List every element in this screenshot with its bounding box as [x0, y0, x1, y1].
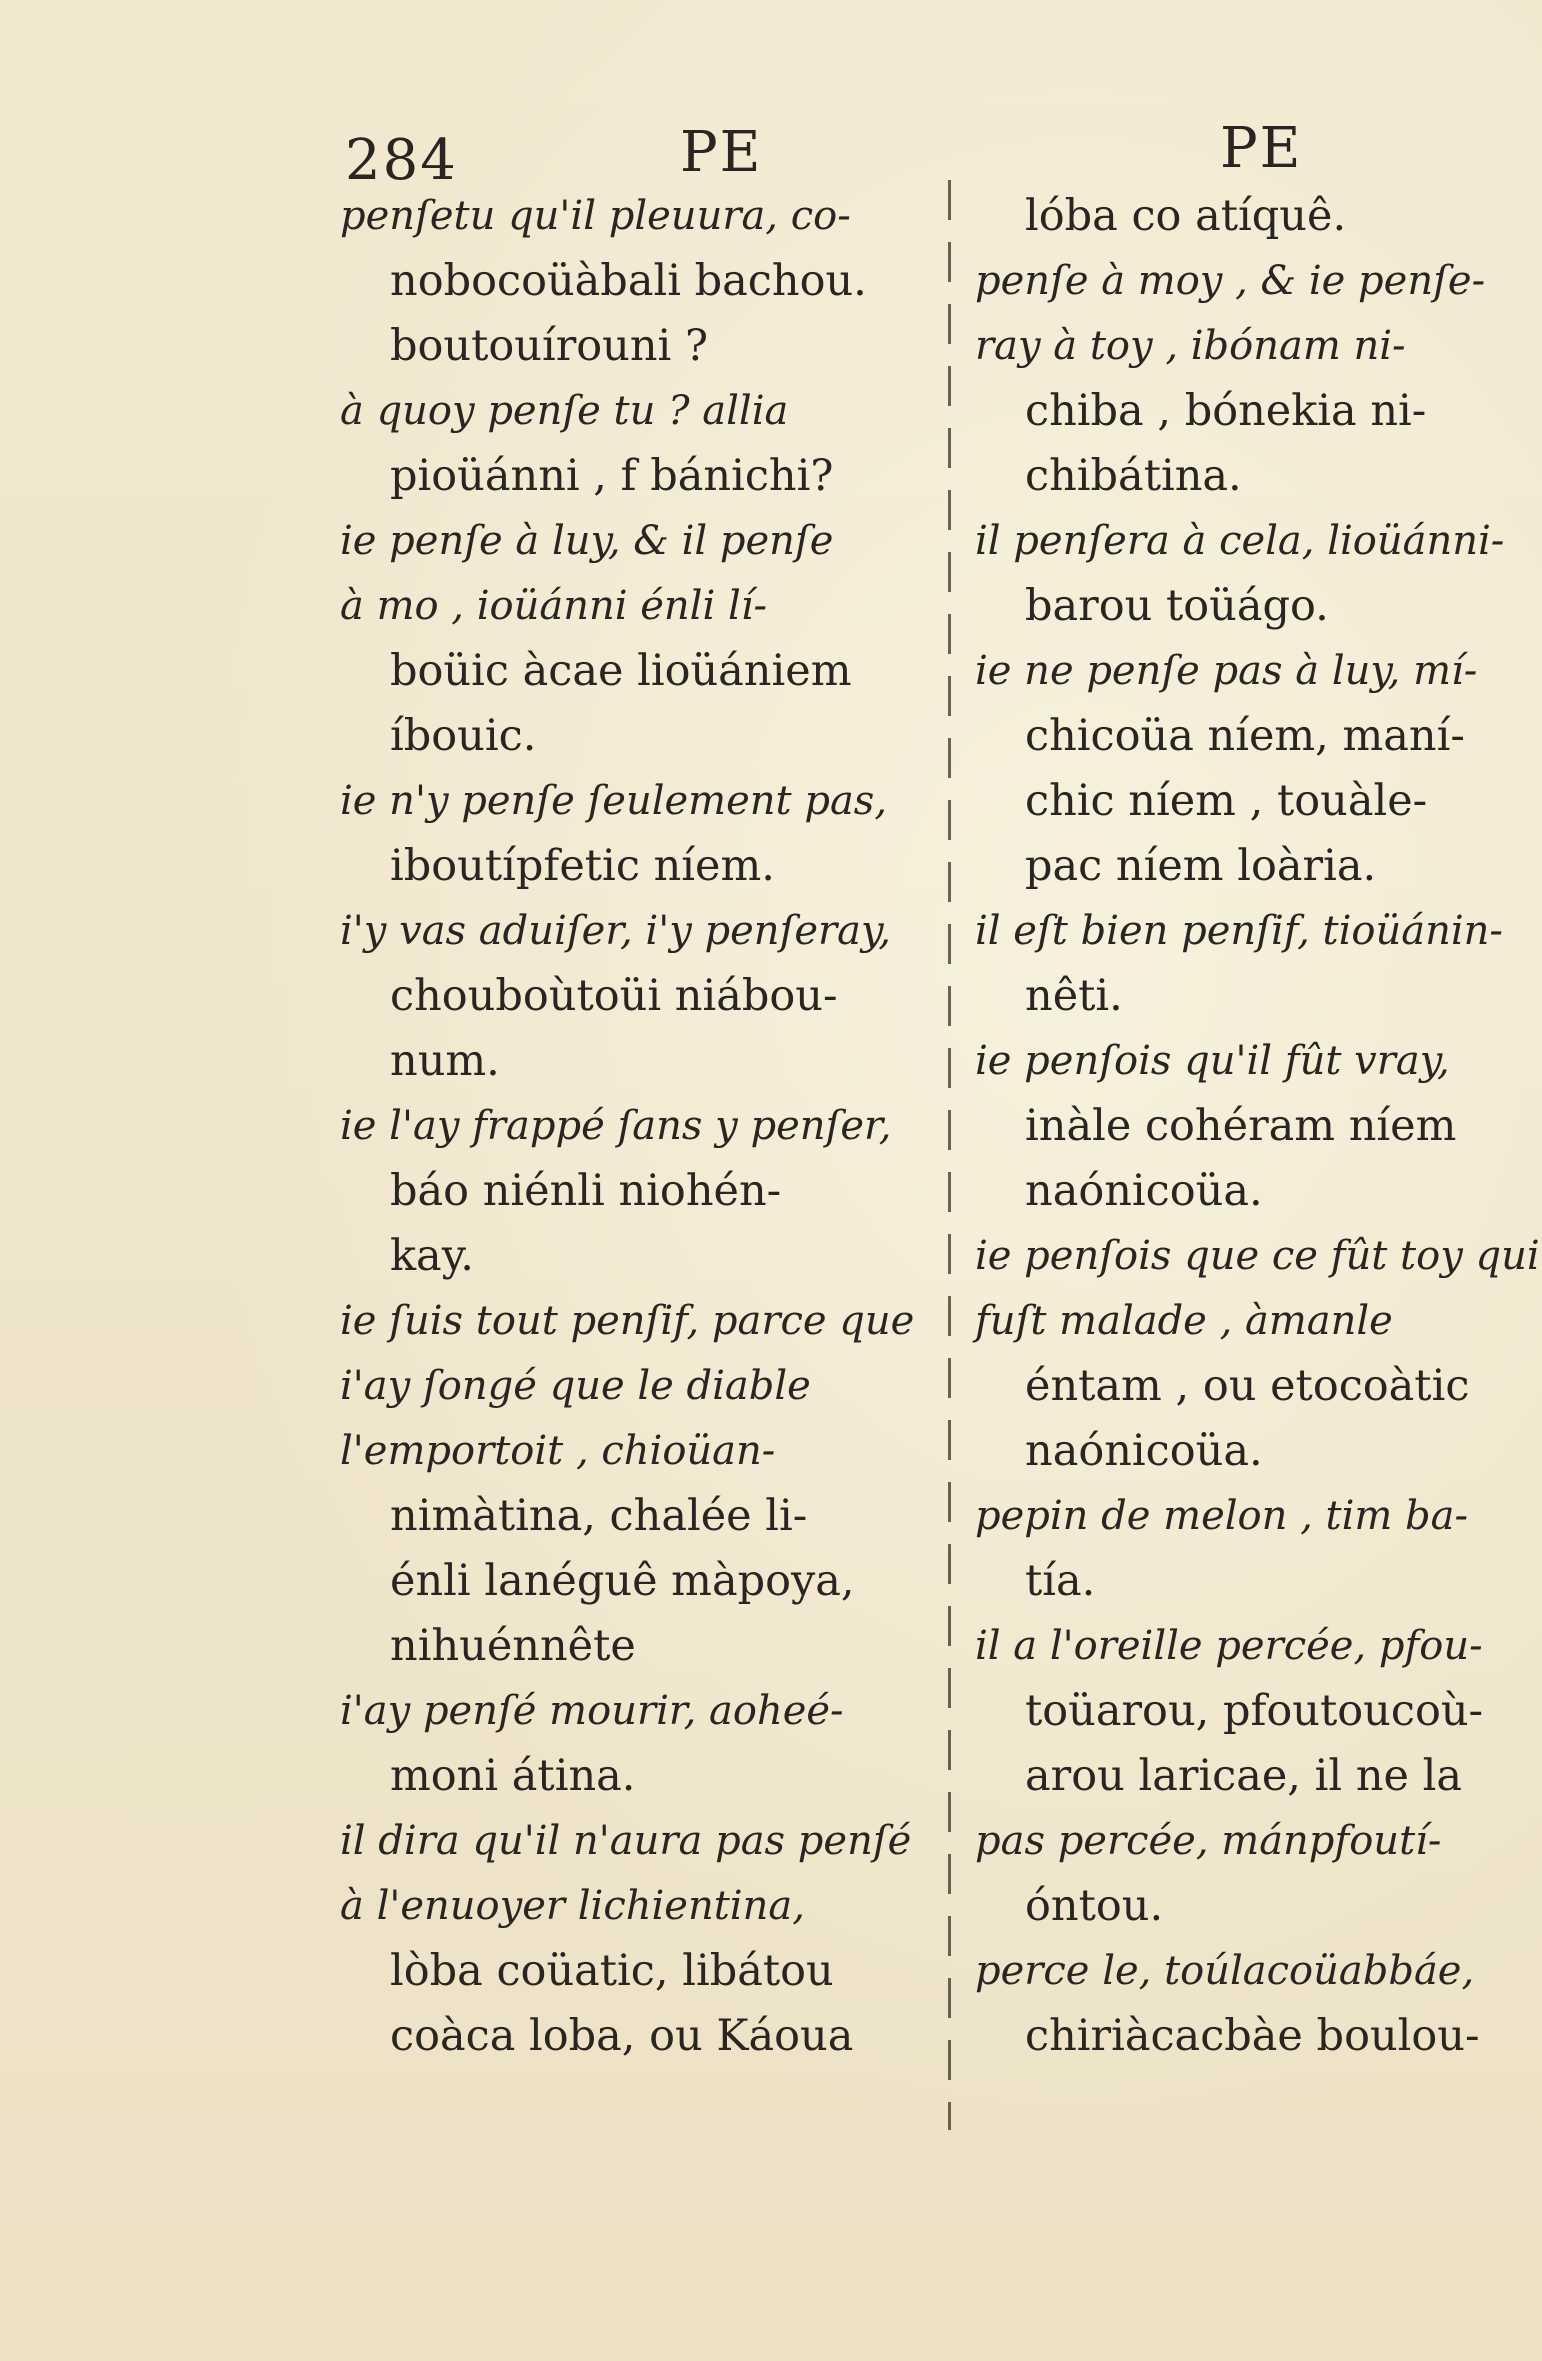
dictionary-line: nêti.: [1025, 971, 1123, 1021]
dictionary-line: l'emportoit , chioüan-: [340, 1428, 776, 1474]
dictionary-line: barou toüágo.: [1025, 581, 1329, 631]
dictionary-line: boutouírouni ?: [390, 321, 709, 371]
dictionary-line: chouboùtoüi niábou-: [390, 971, 838, 1021]
dictionary-line: il eſt bien penſif, tioüánin-: [975, 908, 1503, 954]
dictionary-line: tía.: [1025, 1556, 1096, 1606]
dictionary-line: chic níem , touàle-: [1025, 776, 1428, 826]
dictionary-line: i'y vas aduiſer, i'y penſeray,: [340, 908, 892, 954]
dictionary-line: lòba coüatic, libátou: [390, 1946, 834, 1996]
dictionary-line: kay.: [390, 1231, 474, 1281]
dictionary-line: chibátina.: [1025, 451, 1242, 501]
dictionary-line: ie n'y penſe ſeulement pas,: [340, 778, 888, 824]
dictionary-line: ie l'ay frappé ſans y penſer,: [340, 1103, 892, 1149]
running-header: [0, 108, 1303, 193]
dictionary-line: à l'enuoyer lichientina,: [340, 1883, 805, 1929]
dictionary-line: ie penſe à luy, & il penſe: [340, 518, 834, 564]
dictionary-line: naónicoüa.: [1025, 1426, 1263, 1476]
dictionary-line: coàca loba, ou Káoua: [390, 2011, 854, 2061]
dictionary-line: chicoüa níem, maní-: [1025, 711, 1465, 761]
dictionary-line: pepin de melon , tim ba-: [975, 1493, 1469, 1539]
dictionary-line: ie ne penſe pas à luy, mí-: [975, 648, 1478, 694]
dictionary-line: éntam , ou etocoàtic: [1025, 1361, 1470, 1411]
dictionary-line: penſetu qu'il pleuura, co-: [340, 193, 851, 239]
dictionary-line: perce le, toúlacoüabbáe,: [975, 1948, 1475, 1994]
dictionary-line: à mo , ioüánni énli lí-: [340, 583, 768, 629]
dictionary-line: pac níem loària.: [1025, 841, 1377, 891]
dictionary-line: fuſt malade , àmanle: [975, 1298, 1393, 1344]
dictionary-line: boüic àcae lioüániem: [390, 646, 852, 696]
dictionary-line: toüarou, pfoutoucoù-: [1025, 1686, 1484, 1736]
dictionary-line: penſe à moy , & ie penſe-: [975, 258, 1486, 304]
dictionary-line: pioüánni , f bánichi?: [390, 451, 834, 501]
page-number: 284: [345, 128, 458, 193]
dictionary-line: ie ſuis tout penſif, parce que: [340, 1298, 915, 1344]
dictionary-line: íbouic.: [390, 711, 537, 761]
dictionary-line: nobocoüàbali bachou.: [390, 256, 867, 306]
dictionary-line: arou laricae, il ne la: [1025, 1751, 1463, 1801]
dictionary-line: énli lanéguê màpoya,: [390, 1556, 855, 1606]
dictionary-line: nimàtina, chalée li-: [390, 1491, 808, 1541]
dictionary-line: iboutípfetic níem.: [390, 841, 775, 891]
left-running-head: PE: [680, 120, 763, 185]
dictionary-line: óntou.: [1025, 1881, 1164, 1931]
dictionary-line: i'ay penſé mourir, aoheé-: [340, 1688, 844, 1734]
dictionary-line: báo niénli niohén-: [390, 1166, 782, 1216]
dictionary-line: i'ay ſongé que le diable: [340, 1363, 811, 1409]
right-running-head: PE: [1220, 116, 1303, 181]
dictionary-line: naónicoüa.: [1025, 1166, 1263, 1216]
dictionary-line: il dira qu'il n'aura pas penſé: [340, 1818, 912, 1864]
column-divider: [948, 180, 951, 2130]
dictionary-line: à quoy penſe tu ? allia: [340, 388, 789, 434]
dictionary-line: lóba co atíquê.: [1025, 191, 1347, 241]
dictionary-line: ray à toy , ibónam ni-: [975, 323, 1406, 369]
dictionary-line: nihuénnête: [390, 1621, 636, 1671]
dictionary-line: chiba , bónekia ni-: [1025, 386, 1427, 436]
dictionary-line: ie penſois que ce fût toy qui: [975, 1233, 1540, 1279]
dictionary-line: moni átina.: [390, 1751, 636, 1801]
dictionary-line: chiriàcacbàe boulou-: [1025, 2011, 1480, 2061]
dictionary-line: ie penſois qu'il fût vray,: [975, 1038, 1450, 1084]
dictionary-line: num.: [390, 1036, 500, 1086]
dictionary-line: inàle cohéram níem: [1025, 1101, 1457, 1151]
dictionary-line: il penſera à cela, lioüánni-: [975, 518, 1505, 564]
dictionary-line: il a l'oreille percée, pfou-: [975, 1623, 1483, 1669]
dictionary-line: pas percée, mánpfoutí-: [975, 1818, 1442, 1864]
